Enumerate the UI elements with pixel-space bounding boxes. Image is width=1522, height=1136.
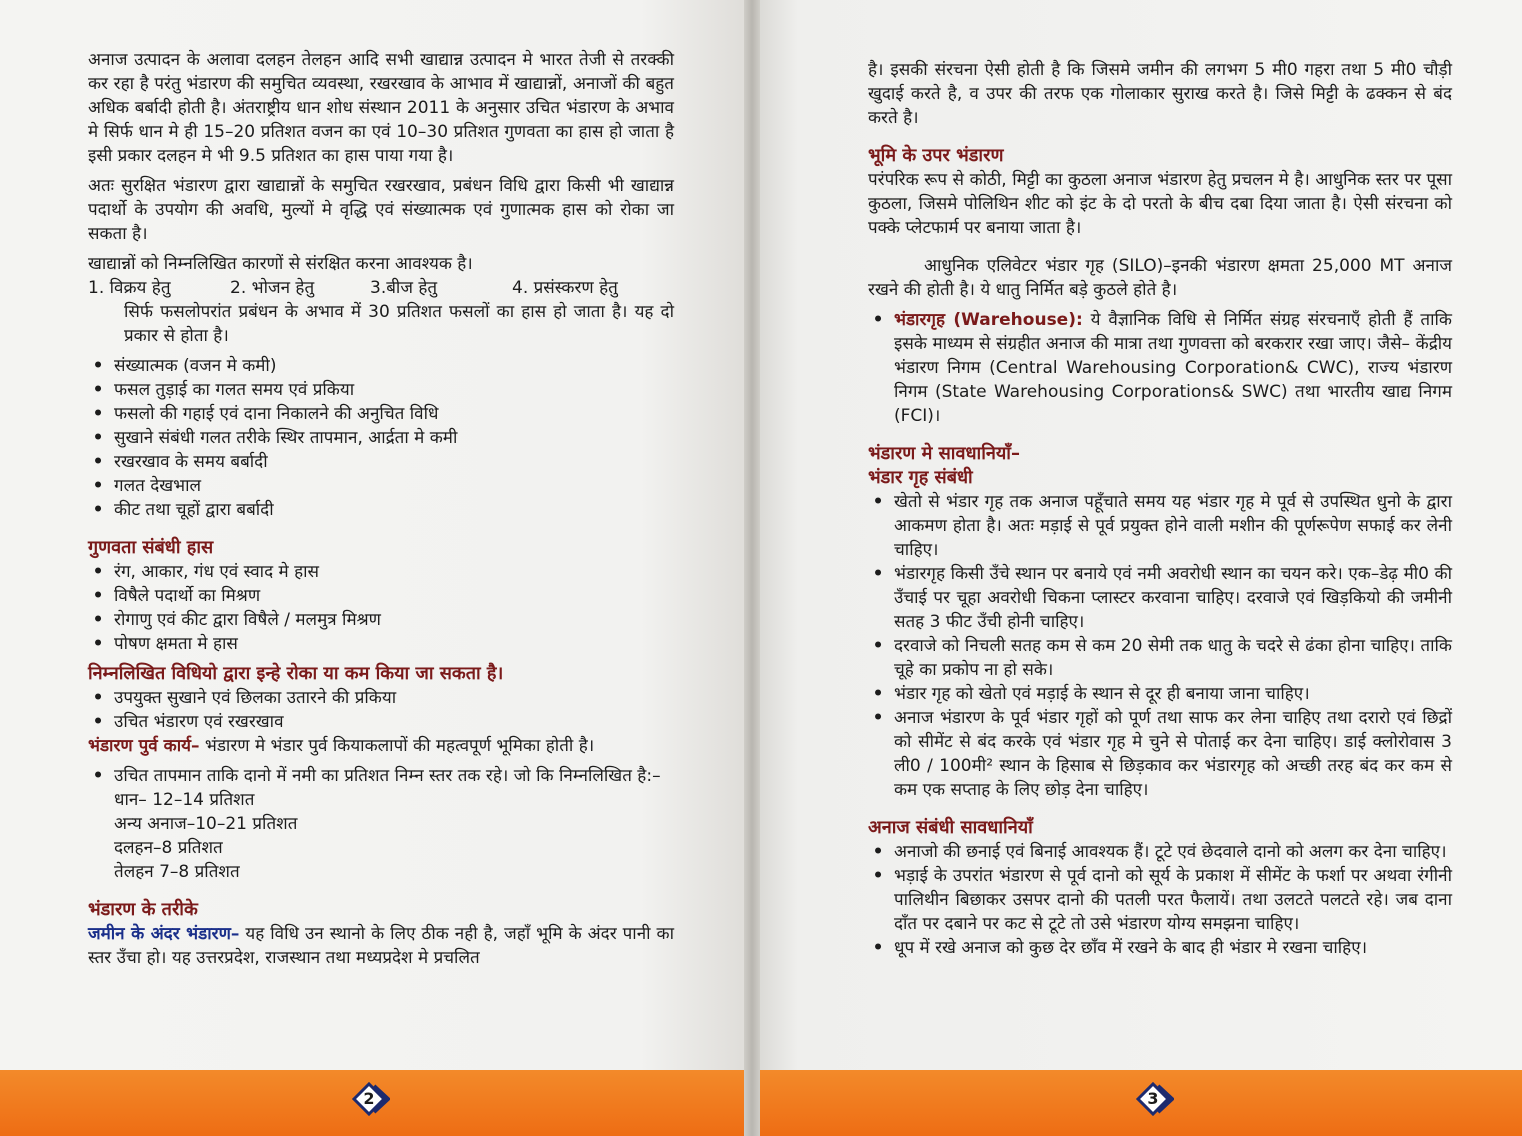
list-item: • अनाजो की छनाई एवं बिनाई आवश्यक हैं। टूटे एवं छेदवाले दानो को अलग कर देना चाहिए। [894, 840, 1452, 864]
pre-storage-label: भंडारण पुर्व कार्य– [88, 736, 200, 756]
right-page [752, 0, 1522, 1136]
list-item: • रंग, आकार, गंध एवं स्वाद मे हास [114, 560, 674, 584]
list-item: • उचित भंडारण एवं रखरखाव [114, 710, 674, 734]
moisture-level: दलहन–8 प्रतिशत [114, 838, 223, 858]
moisture-level: अन्य अनाज–10–21 प्रतिशत [114, 814, 298, 834]
list-item: • गलत देखभाल [114, 474, 674, 498]
reason-item: 3.बीज हेतु [370, 278, 438, 298]
list-item: • रोगाणु एवं कीट द्वारा विषैले / मलमुत्र मिश्रण [114, 608, 674, 632]
list-item: • भड़ाई के उपरांत भंडारण से पूर्व दानो को सूर्य के प्रकाश में सीमेंट के फर्शा पर अथवा रंगीनी पालिथीन बिछाकर उसपर दानो की पतली परत फैलायें। तथा उलटते पलटते रहे। जब दाना दाँत पर दबाने पर कट से टूटे तो उसे भंडारण योग्य समझना चाहिए। [894, 864, 1452, 936]
protect-line: खाद्यान्नों को निम्नलिखित कारणों से संरक्षित करना आवश्यक है। [88, 254, 473, 274]
quality-list [88, 560, 674, 656]
silo-text: आधुनिक एलिवेटर भंडार गृह (SILO)–इनकी भंडारण क्षमता 25,000 MT अनाज रखने की होती है। ये धातु निर्मित बड़े कुठले होते है। [868, 256, 1452, 300]
list-item: • भंडारगृह किसी उँचे स्थान पर बनाये एवं नमी अवरोधी स्थान का चयन करे। एक–डेढ़ मी0 की उँचाई पर चूहा अवरोधी चिकना प्लास्टर करवाना चाहिए। दरवाजे एवं खिड़कियो की जमीनी सतह 3 फीट उँची होनी चाहिए। [894, 562, 1452, 634]
list-item: • खेतो से भंडार गृह तक अनाज पहूँचाते समय यह भंडार गृह मे पूर्व से उपस्थित धुनो के द्वारा आकमण होता है। अतः मड़ाई से पूर्व प्रयुक्त होने वाली मशीन की पूर्णरूपेण सफाई कर लेनी चाहिए। [894, 490, 1452, 562]
grain-precautions-heading: अनाज संबंधी सावधानियाँ [868, 817, 1033, 838]
prevention-list [88, 686, 674, 734]
warehouse-precautions-list [868, 490, 1452, 802]
right-page-content [868, 58, 1452, 960]
underground-text: यह विधि उन स्थानो के लिए ठीक नही है, जहाँ भूमि के अंदर पानी का स्तर उँचा हो। यह उत्तरप्रदेश, राजस्थान तथा मध्यप्रदेश मे प्रचलित [88, 924, 675, 968]
prevention-heading: निम्नलिखित विधियो द्वारा इन्हे रोका या कम किया जा सकता है। [88, 663, 504, 684]
pre-storage-text: भंडारण मे भंडार पुर्व कियाकलापों की महत्वपूर्ण भूमिका होती है। [199, 736, 595, 756]
moisture-levels [88, 788, 674, 884]
warehouse-list [868, 308, 1452, 428]
reason-item: 1. विक्रय हेतु [88, 278, 171, 298]
list-item: • कीट तथा चूहों द्वारा बर्बादी [114, 498, 674, 522]
second-paragraph: अतः सुरक्षित भंडारण द्वारा खाद्यान्नों के समुचित रखरखाव, प्रबंधन विधि द्वारा किसी भी खाद्यान्न पदार्थो के उपयोग की अवधि, मुल्यों मे वृद्धि एवं संख्यात्मक एवं गुणात्मक हास को रोका जा सकता है। [88, 176, 674, 244]
loss-types-list [88, 354, 674, 522]
left-page-content [88, 48, 674, 970]
list-item: • सुखाने संबंधी गलत तरीके स्थिर तापमान, आर्द्रता मे कमी [114, 426, 674, 450]
page-number: 2 [363, 1089, 375, 1108]
page-number: 3 [1147, 1089, 1159, 1108]
list-item [894, 308, 1452, 428]
continued-paragraph: है। इसकी संरचना ऐसी होती है कि जिसमे जमीन की लगभग 5 मी0 गहरा तथा 5 मी0 चौड़ी खुदाई करते है, व उपर की तरफ एक गोलाकार सुराख करते है। जिसे मिट्टी के ढक्कन से बंद करते है। [868, 60, 1452, 128]
list-item: • संख्यात्मक (वजन मे कमी) [114, 354, 674, 378]
list-item: • धूप में रखे अनाज को कुछ देर छाँव में रखने के बाद ही भंडार मे रखना चाहिए। [894, 936, 1452, 960]
list-item: • उचित तापमान ताकि दानो में नमी का प्रतिशत निम्न स्तर तक रहे। जो कि निम्नलिखित है:– [114, 764, 674, 788]
list-item: • दरवाजे को निचली सतह कम से कम 20 सेमी तक धातु के चदरे से ढंका होना चाहिए। ताकि चूहे का प्रकोप ना हो सके। [894, 634, 1452, 682]
page-number-badge [352, 1082, 390, 1116]
underground-paragraph [88, 922, 674, 970]
quality-heading: गुणवता संबंधी हास [88, 537, 214, 558]
moisture-level: धान– 12–14 प्रतिशत [114, 790, 255, 810]
underground-label: जमीन के अंदर भंडारण– [88, 924, 240, 944]
methods-heading: भंडारण के तरीके [88, 899, 198, 920]
precautions-heading: भंडारण मे सावधानियाँ– [868, 443, 1020, 464]
reason-item: 2. भोजन हेतु [230, 278, 315, 298]
page-number-badge [1136, 1082, 1174, 1116]
list-item: • पोषण क्षमता मे हास [114, 632, 674, 656]
above-ground-heading: भूमि के उपर भंडारण [868, 145, 1004, 166]
left-footer-band [0, 1070, 752, 1136]
post-harvest-line: सिर्फ फसलोपरांत प्रबंधन के अभाव में 30 प्रतिशत फसलों का हास हो जाता है। यह दो प्रकार से होता है। [124, 302, 674, 346]
warehouse-text: ये वैज्ञानिक विधि से निर्मित संग्रह संरचनाएँ होती हैं ताकि इसके माध्यम से संग्रहीत अनाज की मात्रा तथा गुणवत्ता को बरकरार रखा जाए। जैसे– केंद्रीय भंडारण निगम (Central Warehousing Corporation& CWC), राज्य भंडारण निगम (State Warehousing Corporations& SWC) तथा भारतीय खाद्य निगम (FCI)। [894, 310, 1452, 426]
moisture-level: तेलहन 7–8 प्रतिशत [114, 862, 240, 882]
list-item: • फसलो की गहाई एवं दाना निकालने की अनुचित विधि [114, 402, 674, 426]
list-item: • फसल तुड़ाई का गलत समय एवं प्रकिया [114, 378, 674, 402]
list-item: • विषैले पदार्थो का मिश्रण [114, 584, 674, 608]
reason-item: 4. प्रसंस्करण हेतु [512, 278, 618, 298]
temperature-list [88, 764, 674, 788]
left-page [0, 0, 752, 1136]
right-footer-band [752, 1070, 1522, 1136]
reasons-list [88, 276, 674, 300]
intro-paragraph: अनाज उत्पादन के अलावा दलहन तेलहन आदि सभी खाद्यान्न उत्पादन मे भारत तेजी से तरक्की कर रहा है परंतु भंडारण की समुचित व्यवस्था, रखरखाव के आभाव में खाद्यान्नों, अनाजों की बहुत अधिक बर्बादी होती है। अंतराष्ट्रीय धान शोध संस्थान 2011 के अनुसार उचित भंडारण के अभाव मे सिर्फ धान मे ही 15–20 प्रतिशत वजन का एवं 10–30 प्रतिशत गुणवता का हास हो जाता है इसी प्रकार दलहन मे भी 9.5 प्रतिशत का हास पाया गया है। [88, 50, 674, 166]
warehouse-label: भंडारगृह (Warehouse): [894, 310, 1083, 330]
above-ground-text: परंपरिक रूप से कोठी, मिट्टी का कुठला अनाज भंडारण हेतु प्रचलन मे है। आधुनिक स्तर पर पूसा कुठला, जिसमे पोलिथिन शीट को इंट के दो परतो के बीच दबा दिया जाता है। ऐसी संरचना को पक्के प्लेटफार्म पर बनाया जाता है। [868, 170, 1452, 238]
list-item: • रखरखाव के समय बर्बादी [114, 450, 674, 474]
pre-storage-paragraph [88, 734, 674, 758]
book-gutter [744, 0, 760, 1136]
warehouse-precautions-heading: भंडार गृह संबंधी [868, 467, 973, 488]
list-item: • उपयुक्त सुखाने एवं छिलका उतारने की प्रकिया [114, 686, 674, 710]
list-item: • भंडार गृह को खेतो एवं मड़ाई के स्थान से दूर ही बनाया जाना चाहिए। [894, 682, 1452, 706]
list-item: • अनाज भंडारण के पूर्व भंडार गृहों को पूर्ण तथा साफ कर लेना चाहिए तथा दरारो एवं छिद्रों को सीमेंट से बंद करके एवं भंडार गृह मे चुने से पोताई कर देना चाहिए। डाई क्लोरोवास 3 ली0 / 100मी² स्थान के हिसाब से छिड़काव कर भंडारगृह को अच्छी तरह बंद कर कम से कम एक सप्ताह के लिए छोड़ देना चाहिए। [894, 706, 1452, 802]
grain-precautions-list [868, 840, 1452, 960]
